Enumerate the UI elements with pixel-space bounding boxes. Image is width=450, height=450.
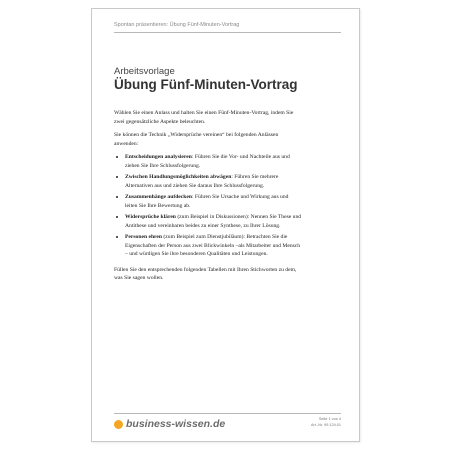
brand-logo	[114, 418, 225, 430]
list-item-text: : Führen Sie mehrere Alternativen aus und ziehen Sie daraus Ihre Schlussfolgerung.	[125, 174, 279, 189]
logo-dot-icon	[114, 420, 123, 429]
header-divider	[114, 32, 341, 33]
list-item-term: Zwischen Handlungsmöglichkeiten abwägen	[125, 174, 232, 180]
occasion-list	[114, 153, 302, 259]
list-item	[114, 213, 302, 230]
list-item	[114, 153, 302, 170]
logo-text: business-wissen.de	[126, 418, 226, 430]
document-subtitle: Arbeitsvorlage	[114, 66, 175, 77]
document-page	[91, 8, 360, 442]
document-body	[114, 109, 302, 288]
technique-paragraph: Sie können die Technik „Widersprüche vereinen“ bei folgenden Anlässen anwenden:	[114, 132, 279, 147]
list-item-text: : Führen Sie Ursache und Wirkung aus und leiten Sie Ihre Bewertung ab.	[125, 194, 289, 209]
article-number: Art.-Nr. 99.124.01	[311, 423, 341, 427]
list-item-term: Entscheidungen analysieren	[125, 154, 192, 160]
document-title: Übung Fünf-Minuten-Vortrag	[114, 77, 298, 92]
intro-paragraph: Wählen Sie einen Anlass und halten Sie einen Fünf-Minuten-Vortrag, indem Sie zwei gegensätzliche Aspekte beleuchten.	[114, 110, 294, 125]
list-item-text: (zum Beispiel zum Dienstjubiläum): Betrachten Sie die Eigenschaften der Person aus zwei Blickwinkeln –als Mitarbeiter und Mensch – und würdigen Sie ihre besonderen Qualitäten und Leistungen.	[125, 234, 301, 257]
list-item	[114, 193, 302, 210]
footer-divider	[114, 413, 341, 414]
list-item-text: : Führen Sie die Vor- und Nachteile aus und ziehen Sie Ihre Schlussfolgerung.	[125, 154, 290, 169]
footer-meta	[311, 416, 341, 428]
list-item	[114, 233, 302, 259]
list-item-term: Zusammenhänge aufdecken	[125, 194, 192, 200]
list-item	[114, 173, 302, 190]
list-item-term: Widersprüche klären	[125, 214, 176, 220]
list-item-term: Personen ehren	[125, 234, 163, 240]
page-number: Seite 1 von 4	[318, 417, 341, 421]
closing-paragraph: Füllen Sie den entsprechenden folgenden Tabellen mit Ihren Stichworten zu dem, was Sie sagen wollen.	[114, 266, 297, 281]
list-item-text: (zum Beispiel in Diskussionen): Nennen Sie These und Antithese und vereinbaren beides zu einer Synthese, zu Ihrer Lösung.	[125, 214, 302, 229]
page-header: Spontan präsentieren: Übung Fünf-Minuten-Vortrag	[114, 22, 240, 28]
